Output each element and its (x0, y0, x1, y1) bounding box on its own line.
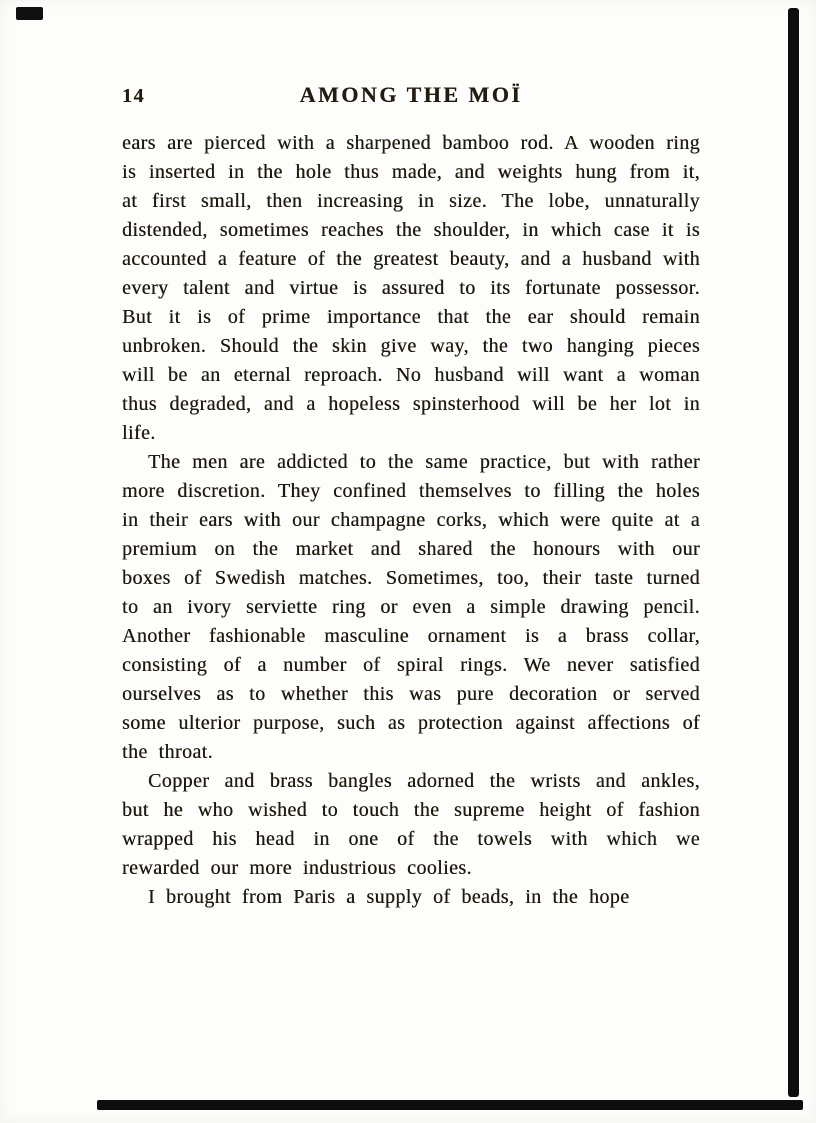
paragraph-2: The men are addicted to the same practice, but with rather more discretion. They confined themselves to filling the holes in their ears with our champagne corks, which were quite at a premium on the market and shared the honours with our boxes of Swedish matches. Sometimes, too, their taste turned to an ivory serviette ring or even a simple drawing pencil. Another fashionable masculine ornament is a brass collar, consisting of a number of spiral rings. We never satisfied ourselves as to whether this was pure decoration or served some ulterior purpose, such as protection against affections of the throat. (122, 451, 700, 763)
running-header (122, 82, 700, 108)
body-text (122, 129, 700, 912)
paragraph-3: Copper and brass bangles adorned the wrists and ankles, but he who wished to touch the supreme height of fashion wrapped his head in one of the towels with which we rewarded our more industrious coolies. (122, 770, 700, 879)
scan-artifact-top-left (16, 7, 43, 20)
page-title: AMONG THE MOÏ (299, 82, 523, 107)
scan-artifact-right-edge (788, 8, 799, 1097)
paragraph-1: ears are pierced with a sharpened bamboo rod. A wooden ring is inserted in the hole thus made, and weights hung from it, at first small, then increasing in size. The lobe, unnaturally distended, sometimes reaches the shoulder, in which case it is accounted a feature of the greatest beauty, and a husband with every talent and virtue is assured to its fortunate possessor. But it is of prime importance that the ear should remain unbroken. Should the skin give way, the two hanging pieces will be an eternal reproach. No husband will want a woman thus degraded, and a hopeless spinsterhood will be her lot in life. (122, 132, 700, 444)
paragraph-4: I brought from Paris a supply of beads, in the hope (148, 886, 630, 908)
page-number: 14 (122, 85, 145, 107)
scan-artifact-bottom-edge (97, 1100, 803, 1110)
